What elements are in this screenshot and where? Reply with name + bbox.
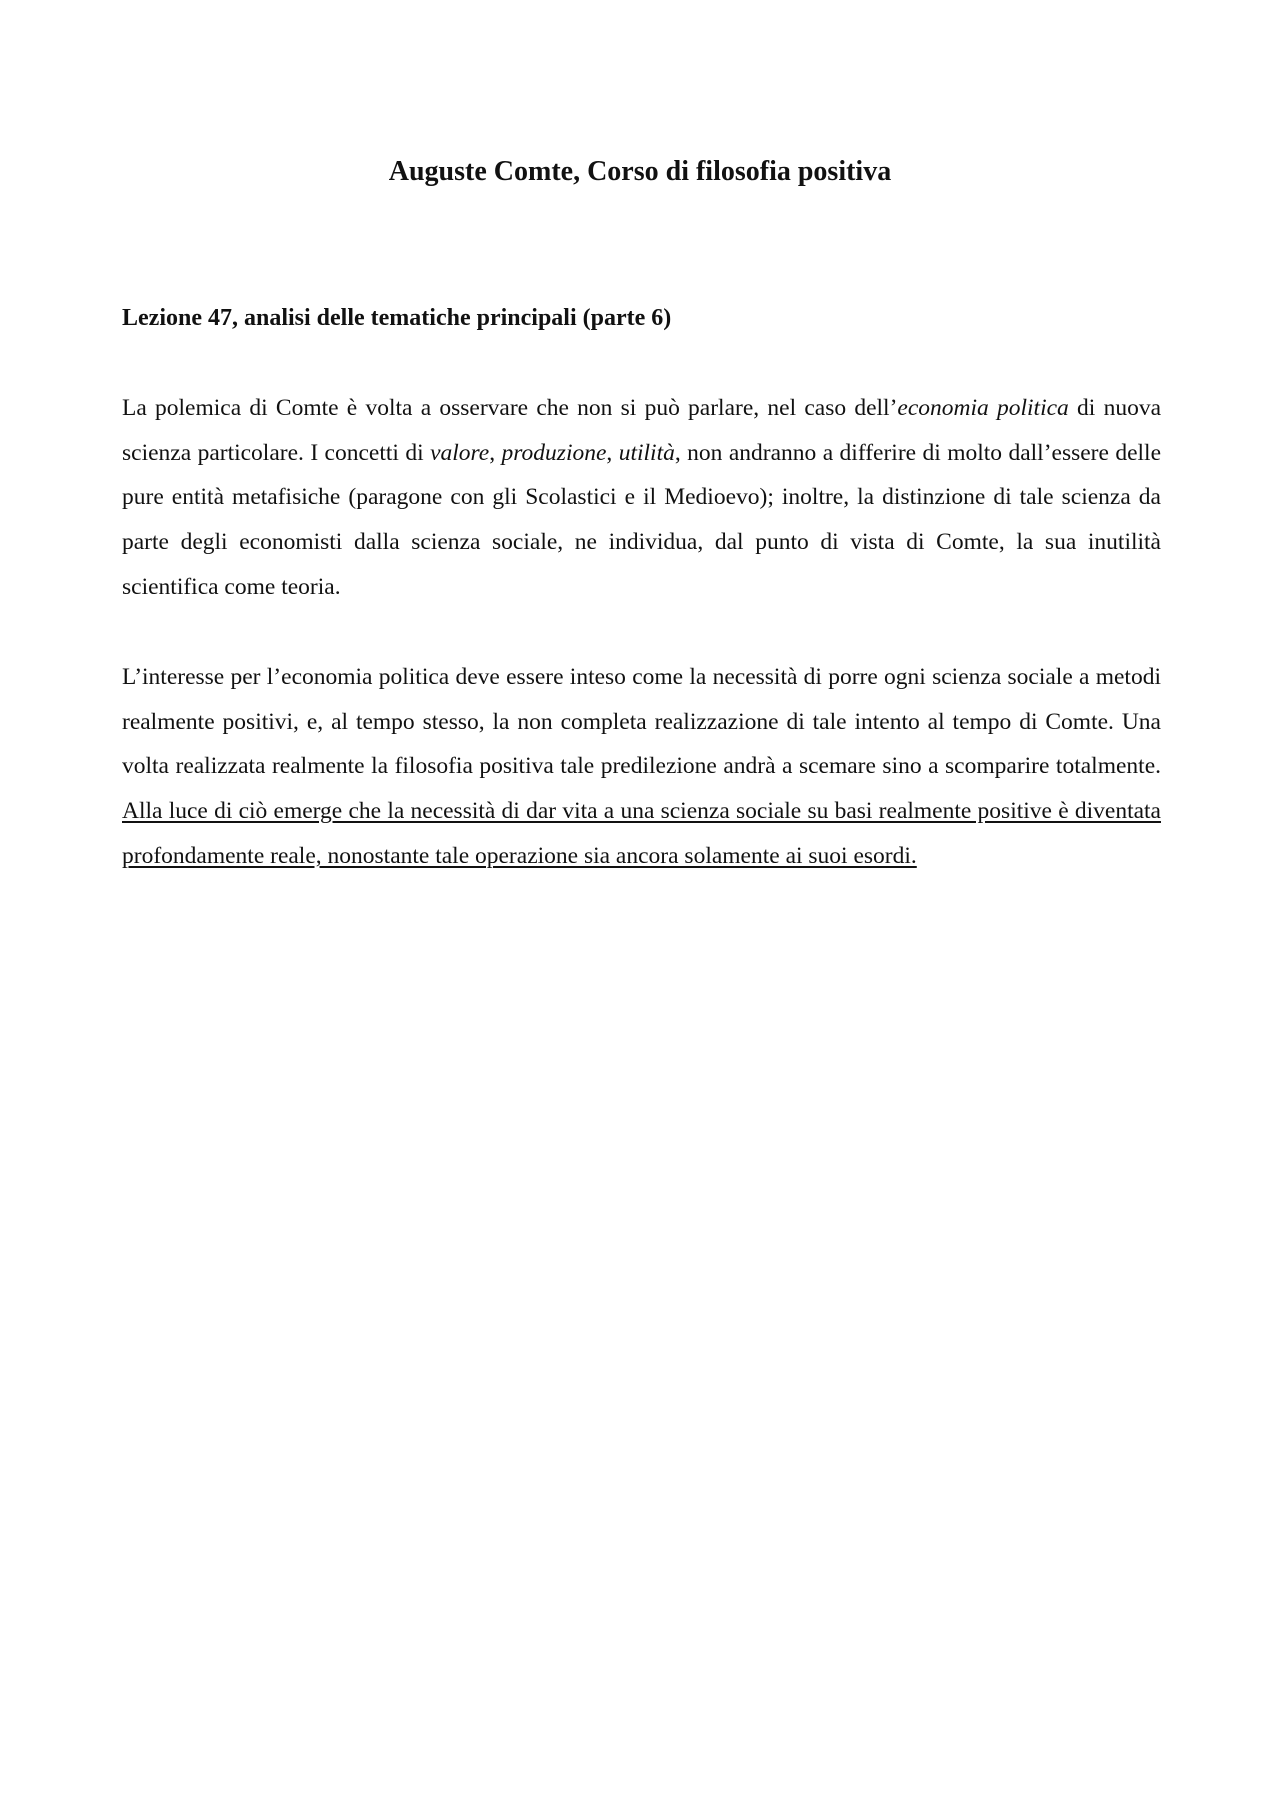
paragraph-1 <box>122 386 1161 610</box>
paragraph-1-text-4: , <box>606 439 619 466</box>
term-economia-politica: economia politica <box>897 395 1069 421</box>
paragraph-1-text-2: di nuova scienza particolare. I concetti di <box>122 395 1161 466</box>
paragraph-2-underlined-text: Alla luce di ciò emerge che la necessità di dar vita a una scienza sociale su basi realmente positive è diventata profondamente reale, nonostante tale operazione sia ancora solamente ai suoi esordi. <box>122 798 1161 869</box>
term-valore: valore <box>430 439 490 466</box>
paragraph-2 <box>122 655 1161 879</box>
paragraph-1-text-1: La polemica di Comte è volta a osservare che non si può parlare, nel caso dell’ <box>122 395 898 421</box>
section-heading: Lezione 47, analisi delle tematiche principali (parte 6) <box>122 305 672 331</box>
term-utilita: utilità <box>618 439 675 466</box>
paragraph-2-text: L’interesse per l’economia politica deve essere inteso come la necessità di porre ogni scienza sociale a metodi realmente positivi, e, al tempo stesso, la non completa realizzazione di tale intento al tempo di Comte. Una volta realizzata realmente la filosofia positiva tale predilezione andrà a scemare sino a scomparire totalmente. <box>122 664 1161 780</box>
document-title: Auguste Comte, Corso di filosofia positiva <box>388 156 892 187</box>
term-produzione: produzione <box>501 439 607 466</box>
paragraph-1-text-3: , <box>489 439 502 466</box>
paragraph-1-text-5: , non andranno a differire di molto dall’essere delle pure entità metafisiche (paragone con gli Scolastici e il Medioevo); inoltre, la distinzione di tale scienza da parte degli economisti dalla scienza sociale, ne individua, dal punto di vista di Comte, la sua inutilità scientifica come teoria. <box>122 439 1162 600</box>
